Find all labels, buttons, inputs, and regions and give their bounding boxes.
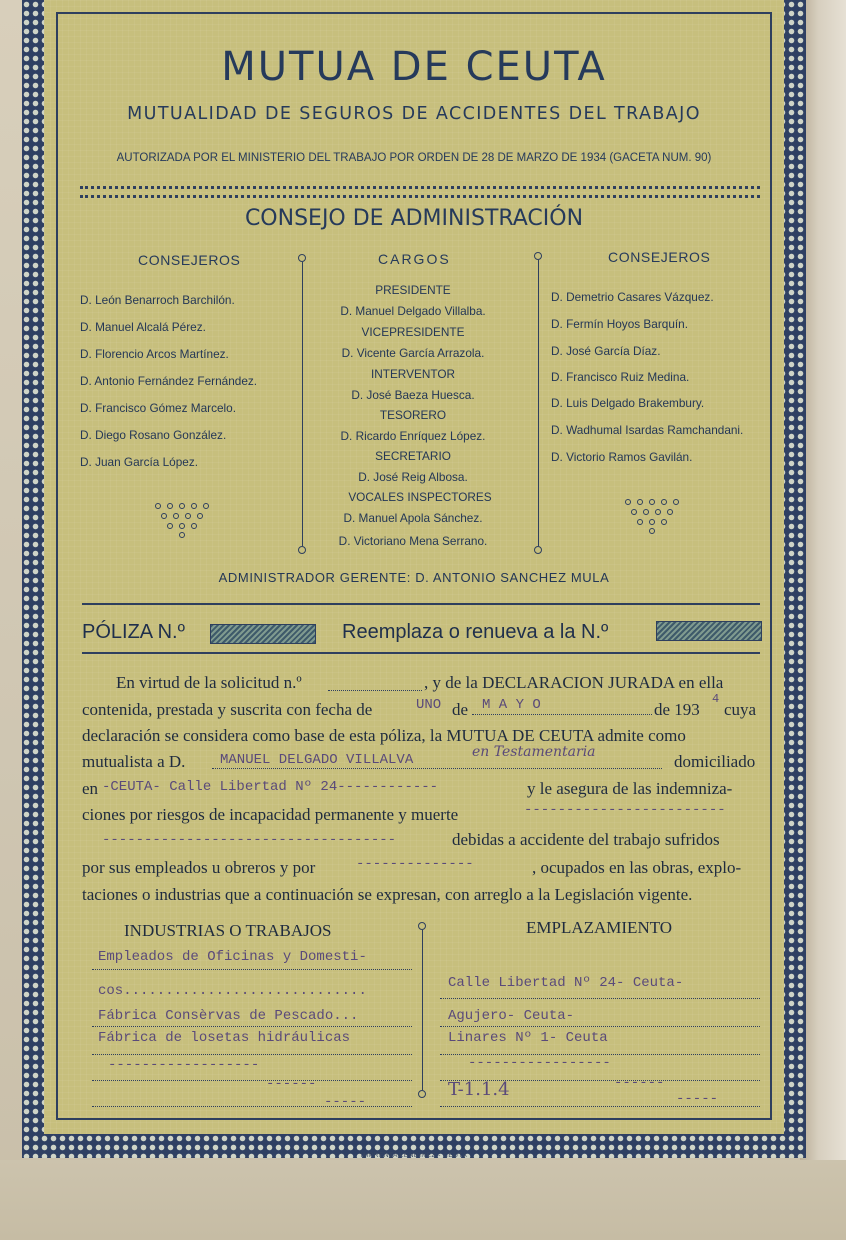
office-holder: D. Vicente García Arrazola. xyxy=(341,346,485,360)
body-text: y le asegura de las indemniza- xyxy=(527,779,733,798)
column-divider xyxy=(422,930,423,1090)
industry-line: cos............................. xyxy=(98,983,367,999)
fill-line xyxy=(328,676,422,691)
fill-line xyxy=(472,700,652,715)
industry-line: Fábrica Consèrvas de Pescado... xyxy=(98,1008,359,1024)
line-cap-icon xyxy=(418,1090,426,1098)
handwritten-note: T-1.1.4 xyxy=(448,1079,510,1100)
document-title: MUTUA DE CEUTA xyxy=(221,44,607,90)
body-text: contenida, prestada y suscrita con fecha de xyxy=(82,700,373,719)
body-text: declaración se considera como base de esta póliza, la MUTUA DE CEUTA admite como xyxy=(82,726,686,745)
page-edge xyxy=(800,0,846,1240)
fill-line xyxy=(92,1066,412,1081)
right-member: D. Fermín Hoyos Barquín. xyxy=(551,317,689,331)
line-cap-icon xyxy=(418,922,426,930)
insured-note: en Testamentaria xyxy=(472,744,596,760)
body-text: en xyxy=(82,779,99,798)
office-holder: D. Manuel Apola Sánchez. xyxy=(343,511,483,525)
authorization-line: AUTORIZADA POR EL MINISTERIO DEL TRABAJO POR ORDEN DE 28 DE MARZO DE 1934 (GACETA NUM. 90) xyxy=(116,152,712,164)
left-member: D. Francisco Gómez Marcelo. xyxy=(80,401,237,415)
right-member: D. José García Díaz. xyxy=(551,344,661,358)
office-role: VOCALES INSPECTORES xyxy=(348,490,492,504)
line-cap-icon xyxy=(534,252,542,260)
insured-address: -CEUTA- Calle Libertad Nº 24------------ xyxy=(102,779,439,795)
location-line: ------ xyxy=(614,1075,665,1091)
ornament-icon xyxy=(150,500,220,540)
manager-line: ADMINISTRADOR GERENTE: D. ANTONIO SANCHEZ MULA xyxy=(218,570,610,585)
office-role: VICEPRESIDENTE xyxy=(361,325,465,339)
insured-name: MANUEL DELGADO VILLALVA xyxy=(220,752,414,768)
typed-dashes: ----------------------------------- xyxy=(102,832,397,848)
industry-line: Empleados de Oficinas y Domesti- xyxy=(98,949,367,965)
body-text: mutualista a D. xyxy=(82,752,186,771)
right-member: D. Francisco Ruiz Medina. xyxy=(551,370,690,384)
fill-line xyxy=(440,1012,760,1027)
body-text: domiciliado xyxy=(674,752,756,771)
typed-day: UNO xyxy=(416,697,442,713)
office-role: PRESIDENTE xyxy=(375,283,451,297)
typed-month: M A Y O xyxy=(482,697,541,713)
body-text: debidas a accidente del trabajo sufridos xyxy=(452,830,720,849)
industry-line: ------ xyxy=(266,1076,317,1092)
body-text: ciones por riesgos de incapacidad permanente y muerte xyxy=(82,805,459,824)
line-cap-icon xyxy=(298,254,306,262)
left-member: D. Florencio Arcos Martínez. xyxy=(80,347,229,361)
divider-line xyxy=(82,603,760,605)
body-text: de xyxy=(452,700,469,719)
office-holder: D. Victoriano Mena Serrano. xyxy=(338,534,488,548)
body-text: , y de la DECLARACION JURADA en ella xyxy=(424,673,724,692)
right-member: D. Wadhumal Isardas Ramchandani. xyxy=(551,423,744,437)
typed-dashes: ------------------------ xyxy=(524,802,726,818)
left-council-heading: CONSEJEROS xyxy=(138,252,241,268)
line-cap-icon xyxy=(534,546,542,554)
fill-line xyxy=(440,984,760,999)
office-role: INTERVENTOR xyxy=(370,367,456,381)
ornament-icon xyxy=(620,496,690,536)
left-member: D. Juan García López. xyxy=(80,455,199,469)
body-text: cuya xyxy=(724,700,757,719)
location-line: ----------------- xyxy=(468,1055,611,1071)
office-holder: D. Manuel Delgado Villalba. xyxy=(340,304,486,318)
fill-line xyxy=(440,1092,760,1107)
fill-line xyxy=(92,1040,412,1055)
divider-line xyxy=(82,652,760,654)
location-heading: EMPLAZAMIENTO xyxy=(526,918,673,937)
office-role: SECRETARIO xyxy=(375,449,451,463)
center-council-heading: CARGOS xyxy=(378,251,451,267)
office-role: TESORERO xyxy=(379,408,447,422)
right-council-heading: CONSEJEROS xyxy=(608,249,711,265)
body-text: , ocupados en las obras, explo- xyxy=(532,858,742,877)
office-holder: D. Ricardo Enríquez López. xyxy=(340,429,486,443)
decorative-divider xyxy=(80,186,760,198)
left-member: D. León Benarroch Barchilón. xyxy=(80,293,235,307)
fill-line xyxy=(92,955,412,970)
fill-line xyxy=(92,1012,412,1027)
typed-dashes: -------------- xyxy=(356,856,474,872)
body-text: taciones o industrias que a continuación se expresan, con arreglo a la Legislación vigente. xyxy=(82,885,693,904)
column-divider xyxy=(538,260,539,546)
fill-line xyxy=(440,1066,760,1081)
right-member: D. Victorio Ramos Gavilán. xyxy=(551,450,693,464)
replaces-label: Reemplaza o renueva a la N.º xyxy=(342,621,609,643)
left-member: D. Antonio Fernández Fernández. xyxy=(80,374,258,388)
body-text: de 193 xyxy=(654,700,700,719)
location-line: Linares Nº 1- Ceuta xyxy=(448,1030,608,1046)
industry-line: Fábrica de losetas hidráulicas xyxy=(98,1030,351,1046)
printer-imprint: IMPRENTA LENDINEZ - CEUTA xyxy=(360,1152,468,1159)
fill-line xyxy=(212,754,662,769)
left-member: D. Diego Rosano González. xyxy=(80,428,227,442)
location-line: ----- xyxy=(676,1091,719,1107)
right-member: D. Luis Delgado Brakembury. xyxy=(551,396,705,410)
document-subtitle: MUTUALIDAD DE SEGUROS DE ACCIDENTES DEL TRABAJO xyxy=(127,104,701,124)
council-heading: CONSEJO DE ADMINISTRACIÓN xyxy=(244,206,584,231)
right-member: D. Demetrio Casares Vázquez. xyxy=(551,290,714,304)
replaces-number-stamp xyxy=(656,621,762,641)
left-member: D. Manuel Alcalá Pérez. xyxy=(80,320,206,334)
body-text: por sus empleados u obreros y por xyxy=(82,858,316,877)
typed-year-digit: 4 xyxy=(712,692,720,706)
location-line: Agujero- Ceuta- xyxy=(448,1008,575,1024)
body-text: En virtud de la solicitud n.º xyxy=(116,673,302,692)
fill-line xyxy=(92,1092,412,1107)
fill-line xyxy=(440,1040,760,1055)
office-holder: D. José Baeza Huesca. xyxy=(351,388,475,402)
office-holder: D. José Reig Albosa. xyxy=(358,470,468,484)
poliza-label: PÓLIZA N.º xyxy=(82,621,185,643)
torn-bottom-edge xyxy=(0,1160,846,1240)
location-line: Calle Libertad Nº 24- Ceuta- xyxy=(448,975,684,991)
industry-line: ----- xyxy=(324,1094,367,1110)
industry-line: ------------------ xyxy=(108,1057,260,1073)
poliza-number-stamp xyxy=(210,624,316,644)
industries-heading: INDUSTRIAS O TRABAJOS xyxy=(124,921,332,940)
